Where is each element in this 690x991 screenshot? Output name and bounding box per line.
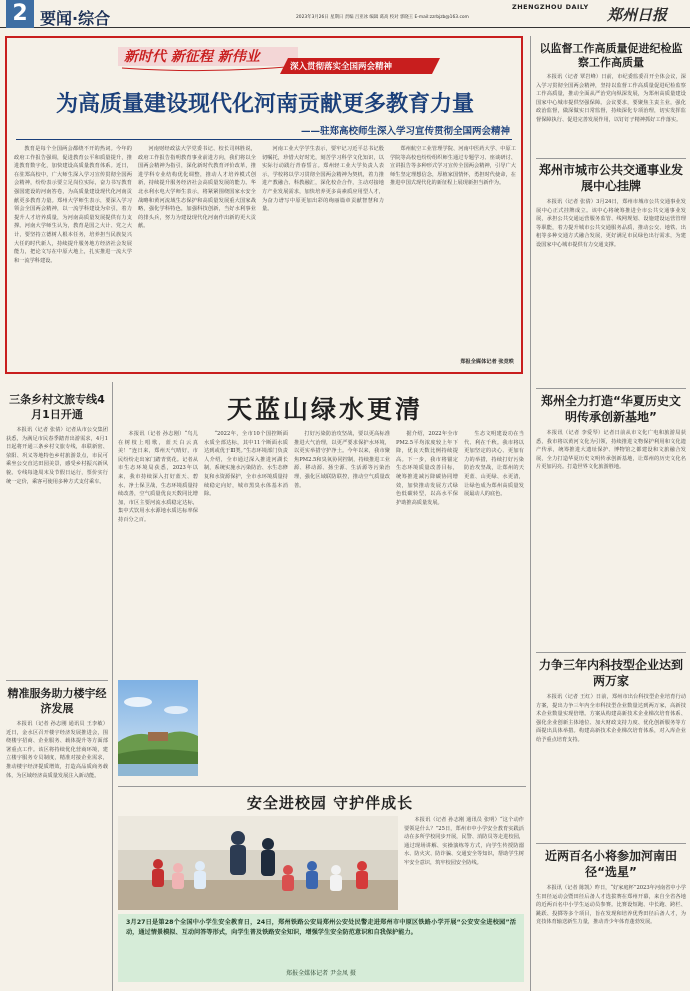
right-brief-4 (536, 657, 686, 837)
feature-col-3: 河南工业大学学生表示，要牢记习近平总书记殷切嘱托，珍惜大好时光，刻苦学习科学文化知识，以实际行动践行青春誓言。郑州轻工业大学负责人表示，学校将以学习贯彻全国两会精神为契机，着力推进产教融合、科教融汇，深化校企合作，主动对接地方产业发展需求，加快培养更多高素质应用型人才，为奋力谱写中原更加出彩的绚丽篇章贡献智慧和力量。 (262, 146, 384, 213)
right-brief-1 (536, 42, 686, 154)
sky-photo (118, 680, 198, 776)
park-landscape (118, 680, 198, 776)
safety-caption-box (118, 914, 524, 982)
feature-title: 为高质量建设现代化河南贡献更多教育力量 (55, 92, 474, 117)
brief-body: 本报讯（记者 覃岩峰）日前，市纪委监委召开全体会议，深入学习贯彻全国两会精神，坚持以监督工作高质量促进纪检监察工作高质量，推动全面从严治党向纵深发展，为郑州高质量建设国家中心城市提供坚强保障。会议要求，要聚焦主责主业，强化政治监督，做深做实日常监督，持续深化专项治理，切实发挥监督保障执行、促进完善发展作用，以钉钉子精神抓好工作落实。 (536, 74, 686, 123)
right-brief-2 (536, 162, 686, 384)
sky-col-2: “2022年，全市10个国控断面水质全部达标，其中11个断面水质达到或优于Ⅲ类。”生态环境部门负责人介绍，全市通过深入推进河湖长制，系统实施水污染防治、水生态修复和水资源保护，全市水环境质量持续稳定向好，城市黑臭水体基本消除。 (204, 431, 288, 498)
brief-title: 近两百名小将参加河南田径“选星” (544, 849, 677, 879)
banner-tagline: 深入贯彻落实全国两会精神 (290, 62, 393, 72)
brief-body: 本报讯（记者 陈凯）昨日，“好家庭杯”2023年河南省中小学生田径运动会暨田径后备人才选拔赛在郑州开幕，来自全省各地的近两百名中小学生运动员参赛。比赛设短跑、中长跑、跨栏、跳跃、投掷等多个项目，旨在发现和培养优秀田径后备人才，为竞技体育输送新生力量，推动青少年体育蓬勃发展。 (536, 885, 686, 926)
right-brief-3 (536, 393, 686, 625)
photo-credit: 郑报全媒体记者 尹金凤 摄 (286, 970, 356, 977)
brief-title: 以监督工作高质量促进纪检监察工作高质量 (539, 42, 683, 69)
safety-photo (118, 816, 398, 910)
brief-divider (6, 680, 108, 681)
brief-title: 三条乡村文旅专线4月1日开通 (9, 393, 105, 421)
safety-rule (118, 786, 526, 787)
brief-divider (536, 388, 686, 389)
divider-left-col (112, 382, 113, 991)
sky-col-1: 本报讯（记者 孙志刚）“鸟儿在树枝上唱歌，蓝天白云真美！”连日来，郑州天气晴好，市民纷纷走出家门踏青赏花。记者从市生态环境局获悉，2023年以来，我市持续深入打好蓝天、碧水、净土保卫战，生态环境质量持续改善，空气质量优良天数同比增加，市区主要河流水质稳定达标，集中式饮用水水源地水质达标率保持百分之百。 (118, 431, 198, 523)
safety-side-text: 本报讯（记者 孙志刚 通讯员 张明）“这个动作要领是什么？”25日，郑州市中小学安全教育实践活动在多所学校同步开展，民警、消防员等走进校园，通过现场讲解、实操演练等方式，向学生传授防溺水、防火灾、防诈骗、交通安全等知识，帮助学生树牢安全意识，筑牢校园安全防线。 (404, 817, 524, 866)
sky-col-4: 据介绍，2022年全市PM2.5平均浓度较上年下降，优良天数比例持续提高。下一步，我市将锚定生态环境质量改善目标，统筹推进减污降碳协同增效，加快推动发展方式绿色低碳转型，以高水平保护助推高质量发展。 (396, 431, 458, 506)
feature-subtitle: ——驻郑高校师生深入学习宣传贯彻全国两会精神 (300, 126, 510, 137)
brief-body: 本报讯（记者 李爱琴）记者日前从市文化广电和旅游局获悉，我市将以黄河文化为引领，持续推进文物保护利用和文化遗产传承，统筹推进大遗址保护、博物馆之都建设和文旅融合发展，全力打造华夏历史文明传承创新基地，让郑州的历史文化名片更加闪亮。打造世界文化旅游胜地。 (536, 430, 686, 471)
section-title: 要闻·综合 (40, 9, 111, 28)
sky-col-5: 生态文明建设功在当代、利在千秋。我市将以更加坚定的决心、更加有力的举措，持续打好污染防治攻坚战，让郑州的天更蓝、山更绿、水更清，让绿色成为郑州高质量发展最动人的底色。 (464, 431, 524, 498)
feature-col-2: 河南财经政法大学党委书记、校长司林胜说，政府工作报告指明教育事业前进方向，我们将以全国两会精神为指引，深化新时代教育评价改革，推进学科专业结构优化调整，推动人才培养模式创新，持续提升服务经济社会高质量发展的能力。华北水利水电大学师生表示，将紧紧围绕国家水安全战略和黄河流域生态保护和高质量发展重大国家战略，强化学科特色，加强科技创新，当好水利事业的排头兵，努力为建设现代化河南作出新的更大贡献。 (138, 146, 256, 230)
feature-banner (118, 44, 440, 76)
left-brief-2 (6, 686, 108, 986)
brief-body: 本报讯（记者 孙志刚 通讯员 王李敏）近日，金水区召开楼宇经济发展推进会，围绕楼宇招商、企业服务、载体提升等方面部署重点工作。该区将持续优化营商环境，建立楼宇服务专员制度，精准对接企业需求，推动楼宇经济提质增效，打造高品质商务载体，为区域经济高质量发展注入新动能。 (6, 721, 108, 779)
feature-title-rule (16, 139, 512, 140)
feature-col-4: 郑州航空工业管理学院、河南中医药大学、中原工学院等高校也纷纷组织师生通过专题学习、座谈研讨、宣讲报告等多种形式学习宣传全国两会精神，引导广大师生坚定理想信念，厚植家国情怀，勇担时代使命，在推进中国式现代化的新征程上展现新担当新作为。 (390, 146, 516, 187)
sky-col-3: 打好污染防治攻坚战，要以更高标准推进大气治理，以更严要求保护水环境，以更实举措守护净土。今年以来，我市聚焦PM2.5和臭氧协同控制，持续推进工业源、移动源、扬尘源、生活源等污染治理，强化区域联防联控，推动空气质量改善。 (294, 431, 390, 489)
brief-divider (536, 843, 686, 844)
brief-title: 精准服务助力楼宇经济发展 (7, 687, 107, 715)
page-header (0, 0, 690, 28)
safety-caption: 3月27日是第28个全国中小学生安全教育日，24日，郑州铁路公安局郑州公安处民警走进郑州市中原区铁路小学开展“公安安全进校园”活动，通过情景模拟、互动问答等形式，向学生普及铁路安全知识，增强学生安全防范意识和自我保护能力。 (126, 919, 516, 936)
brief-divider (536, 158, 686, 159)
left-brief-1 (6, 392, 108, 676)
classroom-demonstration (118, 816, 398, 910)
paper-logo: 郑州日报 (607, 6, 668, 24)
brief-divider (536, 652, 686, 653)
banner-slogan: 新时代 新征程 新伟业 (124, 49, 260, 65)
right-brief-5 (536, 848, 686, 988)
divider-right-col (530, 36, 531, 991)
safety-title: 安全进校园 守护伴成长 (246, 794, 414, 812)
paper-name-en: ZHENGZHOU DAILY (512, 3, 589, 11)
brief-body: 本报讯（记者 王红）日前，郑州市出台科技型企业培育行动方案，提出力争三年内全市科技型企业数量达到两万家，高新技术企业数量实现倍增。方案从构建高新技术企业梯次培育体系、强化企业创新主体地位、加大财政支持力度、优化创新服务等方面提出具体举措。构建高新技术企业梯次培育体系，对入库企业给予重点培育支持。 (536, 694, 686, 743)
feature-byline: 郑报全媒体记者 张竞昳 (460, 359, 514, 365)
brief-title: 郑州市城市公共交通事业发展中心挂牌 (538, 163, 683, 193)
brief-title: 郑州全力打造“华夏历史文明传承创新基地” (541, 394, 681, 424)
brief-body: 本报讯（记者 张倩）3月24日，郑州市城市公共交通事业发展中心正式挂牌成立。该中心将统筹推进全市公共交通事业发展，承担公共交通运营服务监管、线网规划、设施建设运营管理等职能，着力提升城市公共交通服务品质，推动公交、地铁、出租等多种交通方式融合发展，更好满足市民绿色出行需求，为建设国家中心城市提供有力交通支撑。 (536, 199, 686, 248)
page-number: 2 (6, 0, 34, 28)
feature-col-1: 教育是每个全国两会都绕不开的热词。今年的政府工作报告强调，促进教育公平和质量提升，推进教育数字化，加快建设高质量教育体系。近日，在驻郑高校中，广大师生深入学习宣传贯彻全国两会精神，纷纷表示要立足岗位实际，奋力书写教育强国建设的河南答卷，为高质量建设现代化河南贡献更多教育力量。郑州大学师生表示，要深入学习领会全国两会精神，以一流学科建设为牵引，着力提升人才培养质量，为河南高质量发展提供有力支撑。河南大学师生认为，教育是国之大计、党之大计，要坚持立德树人根本任务，培养担当民族复兴大任的时代新人，持续提升服务地方经济社会发展能力，把论文写在中原大地上，扎实推进一流大学和一流学科建设。 (14, 146, 132, 264)
brief-body: 本报讯（记者 张倩）记者从市公交集团获悉，为满足市民春季踏青出游需求，4月1日起将开通三条乡村文旅专线，串联新密、荥阳、巩义等地特色乡村旅游景点，市民可乘坐公交直达田园美景，感受乡村振兴新风貌。专线每逢周末及节假日运行，票价实行统一定价，乘客可使用多种方式支付乘车。 (6, 427, 108, 485)
issue-line: 2023年3月26日 星期日 责编 吕亚冰 编辑 葛高 校对 郭晓王 E-mail:zzrbjzb@163.com (296, 15, 469, 20)
sky-title: 天蓝山绿水更清 (226, 395, 423, 424)
brief-title: 力争三年内科技型企业达到两万家 (538, 658, 683, 688)
